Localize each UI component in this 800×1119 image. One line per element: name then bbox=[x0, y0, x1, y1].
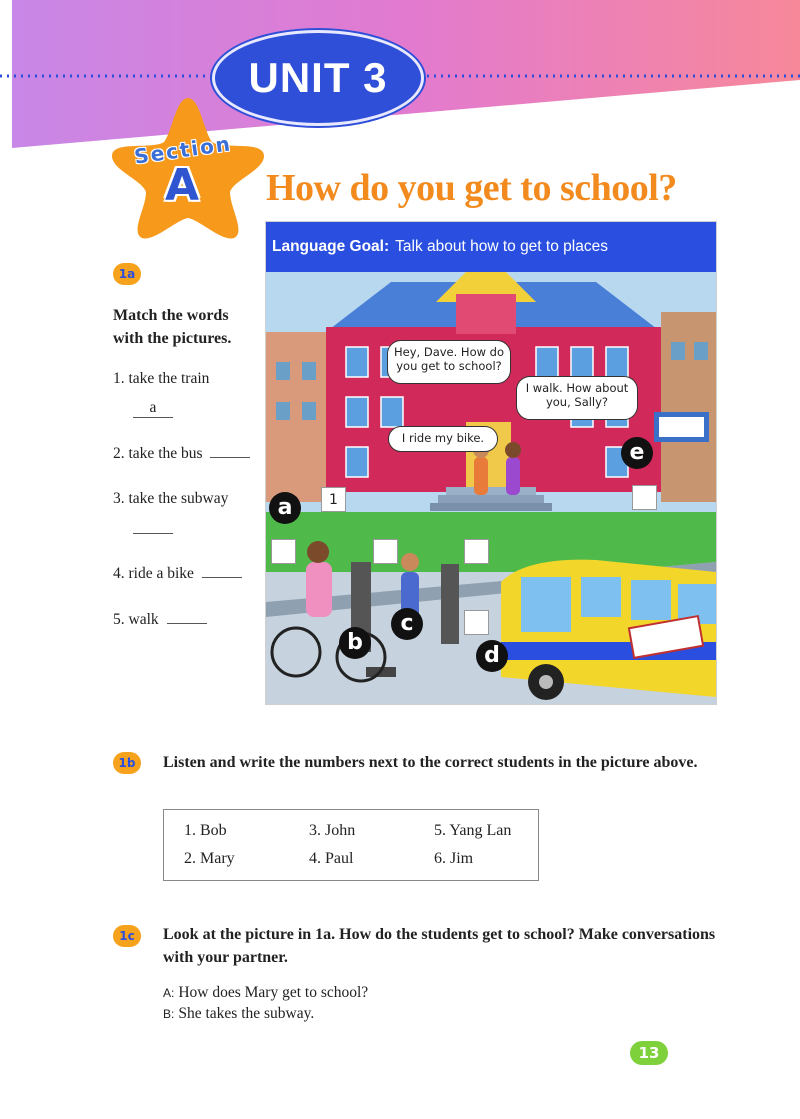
student-name: 2. Mary bbox=[184, 850, 235, 867]
picture-1a bbox=[265, 221, 717, 705]
label-c-badge: c bbox=[391, 608, 423, 640]
exercise-1b-badge: 1b bbox=[113, 752, 141, 774]
match-item-2 bbox=[113, 443, 250, 463]
match-item-text: 1. take the train bbox=[113, 370, 210, 387]
student-name: 1. Bob bbox=[184, 822, 227, 839]
dialog-line-b bbox=[163, 1005, 314, 1023]
page-title: How do you get to school? bbox=[266, 167, 677, 209]
speaker-label: B: bbox=[163, 1007, 175, 1021]
match-item-1 bbox=[113, 370, 209, 388]
match-item-4 bbox=[113, 563, 242, 583]
answer-box[interactable] bbox=[271, 539, 296, 564]
match-answer-3[interactable] bbox=[133, 519, 173, 534]
match-item-3 bbox=[113, 490, 228, 508]
language-goal-text: Talk about how to get to places bbox=[395, 238, 608, 255]
exercise-1a-badge: 1a bbox=[113, 263, 141, 285]
unit-title: UNIT 3 bbox=[248, 54, 388, 101]
student-name: 3. John bbox=[309, 822, 356, 839]
speaker-label: A: bbox=[163, 986, 175, 1000]
language-goal-bar bbox=[266, 222, 716, 272]
label-e-badge: e bbox=[621, 437, 653, 469]
exercise-1a-instruction: Match the words with the pictures. bbox=[113, 307, 232, 348]
match-answer-2[interactable] bbox=[210, 443, 250, 458]
section-letter: A bbox=[164, 160, 200, 211]
answer-box[interactable] bbox=[464, 610, 489, 635]
student-names-box bbox=[163, 809, 539, 881]
speech-bubble-3: I ride my bike. bbox=[388, 426, 498, 452]
speech-bubble-2: I walk. How about you, Sally? bbox=[516, 376, 638, 420]
language-goal-label: Language Goal: bbox=[272, 238, 390, 255]
answer-box[interactable] bbox=[632, 485, 657, 510]
match-item-text: 3. take the subway bbox=[113, 490, 229, 507]
student-name: 5. Yang Lan bbox=[434, 822, 512, 839]
speech-bubble-1: Hey, Dave. How do you get to school? bbox=[387, 340, 511, 384]
label-d-badge: d bbox=[476, 640, 508, 672]
exercise-1c-instruction: Look at the picture in 1a. How do the students get to school? Make conversations with your partner. bbox=[163, 926, 716, 967]
match-item-text: 5. walk bbox=[113, 611, 159, 628]
answer-box[interactable] bbox=[464, 539, 489, 564]
match-answer-4[interactable] bbox=[202, 563, 242, 578]
student-name: 4. Paul bbox=[309, 850, 354, 867]
page-number: 13 bbox=[630, 1041, 668, 1065]
answer-box[interactable]: 1 bbox=[321, 487, 346, 512]
match-answer-5[interactable] bbox=[167, 609, 207, 624]
answer-box[interactable] bbox=[373, 539, 398, 564]
exercise-1b-instruction: Listen and write the numbers next to the correct students in the picture above. bbox=[163, 754, 698, 771]
match-item-text: 2. take the bus bbox=[113, 445, 203, 462]
label-a-badge: a bbox=[269, 492, 301, 524]
student-name: 6. Jim bbox=[434, 850, 474, 867]
match-answer-1[interactable]: a bbox=[133, 399, 173, 418]
section-word: Section bbox=[132, 131, 234, 169]
match-item-5 bbox=[113, 609, 207, 629]
dialog-text: How does Mary get to school? bbox=[178, 984, 369, 1001]
exercise-1c-badge: 1c bbox=[113, 925, 141, 947]
dialog-text: She takes the subway. bbox=[178, 1005, 315, 1022]
match-item-text: 4. ride a bike bbox=[113, 565, 194, 582]
dialog-line-a bbox=[163, 984, 368, 1002]
label-b-badge: b bbox=[339, 627, 371, 659]
